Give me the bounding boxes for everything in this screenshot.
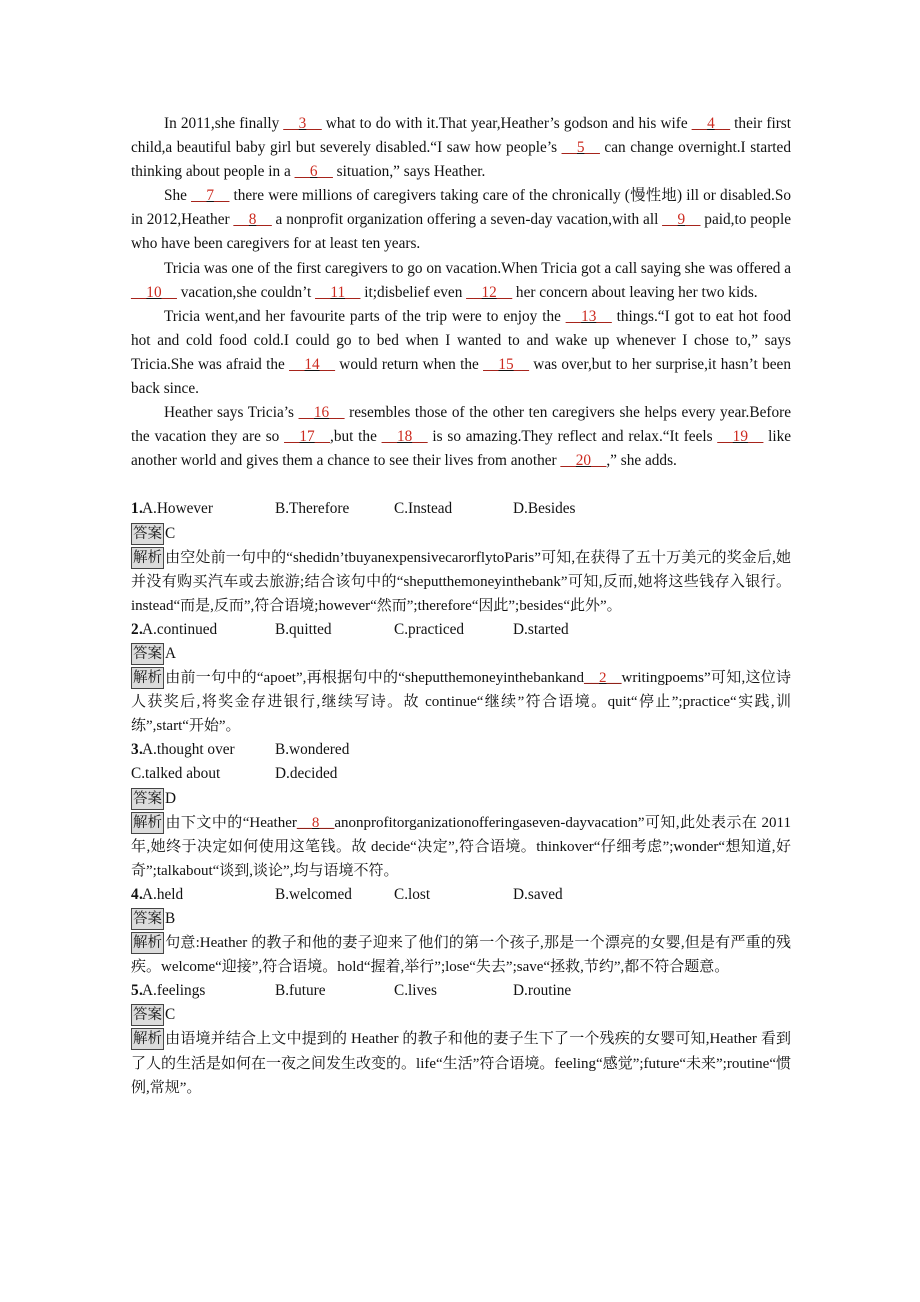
text-run: it;disbelief even <box>360 283 467 301</box>
question-number: 3 <box>131 741 139 759</box>
options-row <box>131 738 791 762</box>
text-run: resembles those of the other ten caregivers she helps every year.Before the vacation they are so <box>131 404 791 446</box>
answer-value: D <box>165 789 177 807</box>
option-choice: B.future <box>275 982 326 1000</box>
blank-number: __10__ <box>131 283 177 301</box>
text-run: 由空处前一句中的“shedidn’tbuyanexpensivecarorflytoParis”可知,在获得了五十万美元的奖金后,她并没有购买汽车或去旅游;结合该句中的“sheputthemoneyinthebank”可知,反而,她将这些钱存入银行。instead“而是,反而”,符合语境;however“然而”;therefore“因此”;besides“此外”。 <box>131 549 791 614</box>
blank-number: __9__ <box>662 211 701 229</box>
question-list <box>131 497 791 1099</box>
blank-number: __3__ <box>283 115 322 132</box>
passage-paragraph <box>131 112 791 184</box>
text-run: can change overnight.I started thinking about people in a <box>131 139 791 181</box>
question-block <box>131 979 791 1099</box>
cloze-passage <box>131 112 791 473</box>
text-run: 由前一句中的“apoet”,再根据句中的“sheputthemoneyinthebankand <box>165 670 585 687</box>
answer-value: A <box>165 644 177 662</box>
text-run: like another world and gives them a chance to see their lives from another <box>131 428 792 470</box>
text-run: is so amazing.They reflect and relax.“It feels <box>427 428 718 446</box>
answer-row <box>131 642 791 666</box>
blank-number: __8__ <box>296 814 335 831</box>
answer-value: B <box>165 910 176 927</box>
text-run: ,” she adds. <box>606 452 677 470</box>
text-run: their first child,a beautiful baby girl but severely disabled.“I saw how people’s <box>131 115 792 157</box>
text-run: In 2011,she finally <box>164 115 284 132</box>
blank-number: __6__ <box>294 163 333 181</box>
blank-number: __11__ <box>315 283 361 301</box>
option-choice: C.Instead <box>394 500 453 518</box>
blank-number: __18__ <box>381 428 428 446</box>
blank-number: __13__ <box>565 307 612 325</box>
text-run: things.“I got to eat hot food hot and cold food cold.I could go to bed when I wanted to and wake up whenever I chose to,” says Tricia.She was afraid the <box>131 307 791 373</box>
blank-number: __5__ <box>561 139 600 157</box>
question-block <box>131 883 791 979</box>
option-choice: C.lost <box>394 885 431 903</box>
analysis-text <box>131 811 791 883</box>
option-choice: B.quitted <box>275 620 332 638</box>
text-run: 句意:Heather 的教子和他的妻子迎来了他们的第一个孩子,那是一个漂亮的女婴,但是有严重的残疾。welcome“迎接”,符合语境。hold“握着,举行”;lose“失去”;save“拯救,节约”,都不符合题意。 <box>131 935 791 976</box>
text-run: anonprofitorganizationofferingaseven-dayvacation”可知,此处表示在 2011 年,她终于决定如何使用这笔钱。故 decide“决定”,符合语境。thinkover“仔细考虑”;wonder“想知道,好奇”;talkabout“谈到,谈论”,均与语境不符。 <box>131 814 791 879</box>
question-block <box>131 738 791 883</box>
question-number-dot: . <box>139 982 143 1000</box>
option-choice: A.held <box>142 885 184 903</box>
text-run: 由语境并结合上文中提到的 Heather 的教子和他的妻子生下了一个残疾的女婴可知,Heather 看到了人的生活是如何在一夜之间发生改变的。life“生活”符合语境。feeling“感觉”;future“未来”;routine“惯例,常规”。 <box>131 1031 791 1096</box>
analysis-text <box>131 1027 791 1099</box>
answer-row <box>131 907 791 931</box>
option-choice: D.started <box>513 620 569 638</box>
analysis-text <box>131 546 791 618</box>
text-run: was over,but to her surprise,it hasn’t been back since. <box>131 355 791 398</box>
options-row <box>131 618 791 642</box>
blank-number: __20__ <box>560 452 607 470</box>
text-run: 由下文中的“Heather <box>165 814 297 831</box>
question-number-dot: . <box>139 741 143 759</box>
option-choice: A.continued <box>142 620 218 638</box>
option-choice: A.thought over <box>142 741 235 759</box>
text-run: vacation,she couldn’t <box>176 283 316 301</box>
question-number: 5 <box>131 982 139 1000</box>
answer-row <box>131 1003 791 1027</box>
text-run: situation,” says Heather. <box>332 163 486 181</box>
option-choice: B.Therefore <box>275 500 350 518</box>
text-run: writingpoems”可知,这位诗人获奖后,将奖金存进银行,继续写诗。故 continue“继续”符合语境。quit“停止”;practice“实践,训练”,start“开始”。 <box>131 670 791 735</box>
option-choice: A.feelings <box>142 982 206 1000</box>
worksheet-page <box>131 112 791 1100</box>
answer-row <box>131 787 791 811</box>
options-row <box>131 762 791 786</box>
blank-number: __16__ <box>298 404 345 422</box>
answer-label: 答案 <box>131 643 164 665</box>
passage-paragraph <box>131 401 791 473</box>
blank-number: __19__ <box>717 428 764 446</box>
option-choice: D.decided <box>275 765 338 783</box>
options-row <box>131 497 791 521</box>
option-choice: D.routine <box>513 982 572 1000</box>
answer-value: C <box>165 1006 176 1024</box>
answer-value: C <box>165 524 176 542</box>
question-number-dot: . <box>139 885 143 903</box>
text-run: there were millions of caregivers taking care of the chronically (慢性地) ill or disabled.So in 2012,Heather <box>131 187 791 229</box>
text-run: She <box>164 187 192 205</box>
answer-label: 答案 <box>131 788 164 810</box>
option-choice: D.saved <box>513 885 563 903</box>
blank-number: __2__ <box>584 670 622 687</box>
option-choice: B.welcomed <box>275 885 352 903</box>
text-run: Heather says Tricia’s <box>164 404 299 422</box>
option-choice: C.practiced <box>394 620 465 638</box>
blank-number: __12__ <box>466 283 513 301</box>
text-run: paid,to people who have been caregivers for at least ten years. <box>131 211 791 253</box>
analysis-text <box>131 931 791 979</box>
options-row <box>131 883 791 907</box>
text-run: a nonprofit organization offering a seven-day vacation,with all <box>271 211 663 229</box>
blank-number: __15__ <box>483 355 529 373</box>
answer-label: 答案 <box>131 908 164 930</box>
option-choice: A.However <box>142 500 213 518</box>
text-run: ,but the <box>330 428 382 446</box>
answer-row <box>131 522 791 546</box>
analysis-label: 解析 <box>131 1028 164 1050</box>
option-choice: D.Besides <box>513 500 576 518</box>
answer-label: 答案 <box>131 1004 164 1026</box>
question-number: 2 <box>131 620 139 638</box>
option-choice: C.talked about <box>131 765 221 783</box>
passage-paragraph <box>131 184 791 256</box>
text-run: Tricia was one of the first caregivers to go on vacation.When Tricia got a call saying she was offered a <box>164 259 791 277</box>
question-block <box>131 618 791 738</box>
blank-number: __8__ <box>233 211 272 229</box>
analysis-label: 解析 <box>131 547 164 569</box>
analysis-text <box>131 666 791 738</box>
option-choice: B.wondered <box>275 741 350 759</box>
question-number: 4 <box>131 885 139 903</box>
question-number-dot: . <box>139 500 143 518</box>
blank-number: __14__ <box>289 355 335 373</box>
analysis-label: 解析 <box>131 932 164 954</box>
blank-number: __7__ <box>191 187 230 205</box>
passage-paragraph <box>131 305 791 401</box>
text-run: Tricia went,and her favourite parts of the trip were to enjoy the <box>164 307 566 325</box>
analysis-label: 解析 <box>131 667 164 689</box>
text-run: what to do with it.That year,Heather’s godson and his wife <box>321 115 692 132</box>
option-choice: C.lives <box>394 982 437 1000</box>
passage-paragraph <box>131 257 791 305</box>
question-number: 1 <box>131 500 139 518</box>
analysis-label: 解析 <box>131 812 164 834</box>
question-block <box>131 497 791 617</box>
text-run: would return when the <box>335 355 484 373</box>
blank-number: __4__ <box>691 115 731 132</box>
answer-label: 答案 <box>131 523 164 545</box>
question-number-dot: . <box>139 620 143 638</box>
options-row <box>131 979 791 1003</box>
blank-number: __17__ <box>284 428 330 446</box>
text-run: her concern about leaving her two kids. <box>512 283 758 301</box>
